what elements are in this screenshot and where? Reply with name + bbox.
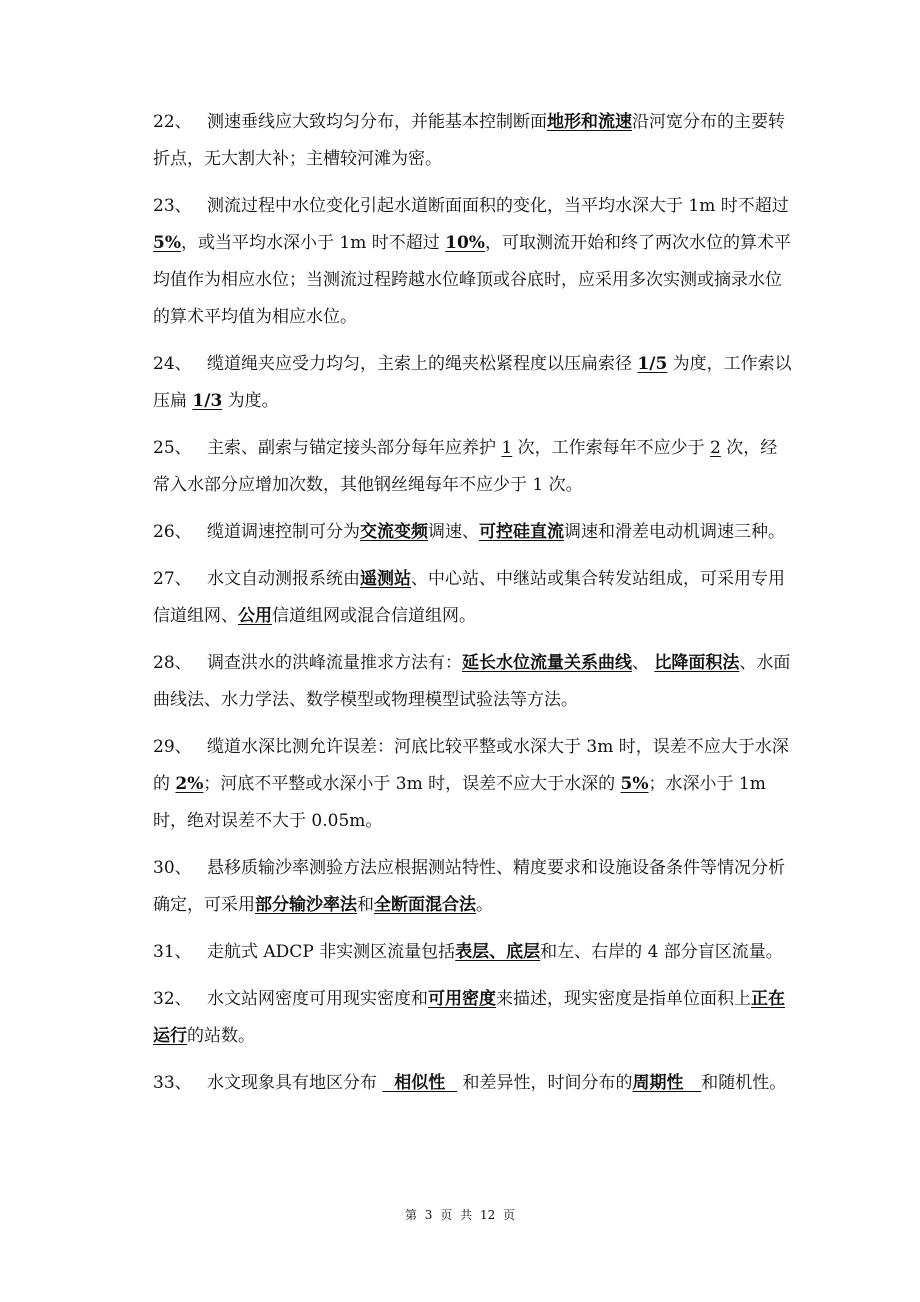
question-text: 测流过程中水位变化引起水道断面面积的变化，当平均水深大于 1m 时不超过 xyxy=(207,196,789,216)
question-text: 缆道绳夹应受力均匀，主索上的绳夹松紧程度以压扁索径 xyxy=(207,354,638,374)
footer-suffix: 页 xyxy=(503,1208,516,1222)
question-number: 31、 xyxy=(153,942,192,962)
question-item xyxy=(153,346,793,420)
answer-blank: 遥测站 xyxy=(360,569,411,589)
answer-blank: 公用 xyxy=(238,606,272,626)
question-item xyxy=(153,430,793,504)
question-list xyxy=(153,104,793,1112)
question-text: 水文自动测报系统由 xyxy=(207,569,360,589)
question-item xyxy=(153,1065,793,1102)
question-text: 水文现象具有地区分布 xyxy=(207,1073,383,1093)
question-text: 、中心站、中继站或集合转发站组成，可采用专用信道组网、 xyxy=(153,569,785,626)
answer-blank: 5% xyxy=(153,233,181,253)
answer-blank: 2% xyxy=(175,774,204,794)
answer-blank: 可控硅直流 xyxy=(479,522,564,542)
question-text: 信道组网或混合信道组网。 xyxy=(272,606,476,626)
answer-blank: 部分输沙率法 xyxy=(255,895,357,915)
question-number: 23、 xyxy=(153,196,192,216)
question-text: 调速、 xyxy=(428,522,479,542)
answer-blank: 1/3 xyxy=(192,391,223,411)
question-text: ，可取测流开始和终了两次水位的算术平均值作为相应水位；当测流过程跨越水位峰顶或谷底时，应采用多次实测或摘录水位的算术平均值为相应水位。 xyxy=(153,233,791,327)
question-text: 水文站网密度可用现实密度和 xyxy=(207,989,428,1009)
question-text: 沿河宽分布的主要转折点，无大割大补；主槽较河滩为密。 xyxy=(153,112,785,169)
question-text: 主索、副索与锚定接头部分每年应养护 xyxy=(207,438,502,458)
answer-blank: 可用密度 xyxy=(428,989,496,1009)
answer-blank: 相似性 xyxy=(382,1073,458,1093)
answer-blank: 正在运行 xyxy=(153,989,785,1046)
question-number: 30、 xyxy=(153,858,192,878)
answer-blank: 比降面积法 xyxy=(654,653,740,673)
question-item xyxy=(153,104,793,178)
question-text: 次，经常入水部分应增加次数，其他钢丝绳每年不应少于 1 次。 xyxy=(153,438,778,495)
question-number: 29、 xyxy=(153,737,192,757)
answer-blank: 5% xyxy=(620,774,649,794)
question-text: 。 xyxy=(476,895,493,915)
answer-blank: 2 xyxy=(710,438,721,458)
current-page-number: 3 xyxy=(424,1208,433,1222)
answer-blank: 1/5 xyxy=(637,354,668,374)
question-text: 为度。 xyxy=(222,391,279,411)
question-text: 和随机性。 xyxy=(701,1073,787,1093)
question-item xyxy=(153,729,793,840)
footer-page-word: 页 xyxy=(440,1208,453,1222)
question-text: 缆道水深比测允许误差：河底比较平整或水深大于 3m 时，误差不应大于水深的 xyxy=(153,737,789,794)
answer-blank: 交流变频 xyxy=(360,522,428,542)
question-text: 测速垂线应大致均匀分布，并能基本控制断面 xyxy=(207,112,547,132)
question-number: 22、 xyxy=(153,112,192,132)
answer-blank: 延长水位流量关系曲线 xyxy=(462,653,632,673)
question-number: 32、 xyxy=(153,989,192,1009)
question-text: ；水深小于 1m 时，绝对误差不大于 0.05m。 xyxy=(153,774,766,831)
question-number: 28、 xyxy=(153,653,192,673)
answer-blank: 地形和流速 xyxy=(547,112,632,132)
question-text: 和差异性，时间分布的 xyxy=(457,1073,633,1093)
question-number: 26、 xyxy=(153,522,192,542)
answer-blank: 周期性 xyxy=(632,1073,702,1093)
question-number: 25、 xyxy=(153,438,192,458)
question-text: 走航式 ADCP 非实测区流量包括 xyxy=(207,942,456,962)
question-item xyxy=(153,514,793,551)
question-text: 和左、右岸的 4 部分盲区流量。 xyxy=(540,942,783,962)
question-text: ；河底不平整或水深小于 3m 时，误差不应大于水深的 xyxy=(203,774,621,794)
question-text: 和 xyxy=(357,895,374,915)
question-text: 的站数。 xyxy=(187,1026,255,1046)
page-footer xyxy=(0,1206,920,1223)
question-item xyxy=(153,850,793,924)
question-text: 次，工作索每年不应少于 xyxy=(512,438,711,458)
question-item xyxy=(153,934,793,971)
question-item xyxy=(153,645,793,719)
footer-total-word: 共 xyxy=(460,1208,473,1222)
question-number: 33、 xyxy=(153,1073,192,1093)
answer-blank: 1 xyxy=(501,438,513,458)
question-text: ，或当平均水深小于 1m 时不超过 xyxy=(180,233,446,253)
answer-blank: 全断面混合法 xyxy=(374,895,476,915)
question-item xyxy=(153,561,793,635)
answer-blank: 表层、底层 xyxy=(455,942,541,962)
question-number: 27、 xyxy=(153,569,192,589)
question-item xyxy=(153,981,793,1055)
footer-prefix: 第 xyxy=(404,1208,417,1222)
question-text: 来描述，现实密度是指单位面积上 xyxy=(496,989,751,1009)
question-number: 24、 xyxy=(153,354,192,374)
answer-blank: 10% xyxy=(445,233,485,253)
question-text: 、水面曲线法、水力学法、数学模型或物理模型试验法等方法。 xyxy=(153,653,791,710)
total-pages-number: 12 xyxy=(479,1208,496,1222)
question-text: 调查洪水的洪峰流量推求方法有： xyxy=(207,653,462,673)
question-text: 悬移质输沙率测验方法应根据测站特性、精度要求和设施设备条件等情况分析确定，可采用 xyxy=(153,858,785,915)
question-text: 缆道调速控制可分为 xyxy=(207,522,360,542)
question-text: 调速和滑差电动机调速三种。 xyxy=(564,522,785,542)
question-text: 为度，工作索以压扁 xyxy=(153,354,792,411)
question-text: 、 xyxy=(632,653,655,673)
question-item xyxy=(153,188,793,336)
